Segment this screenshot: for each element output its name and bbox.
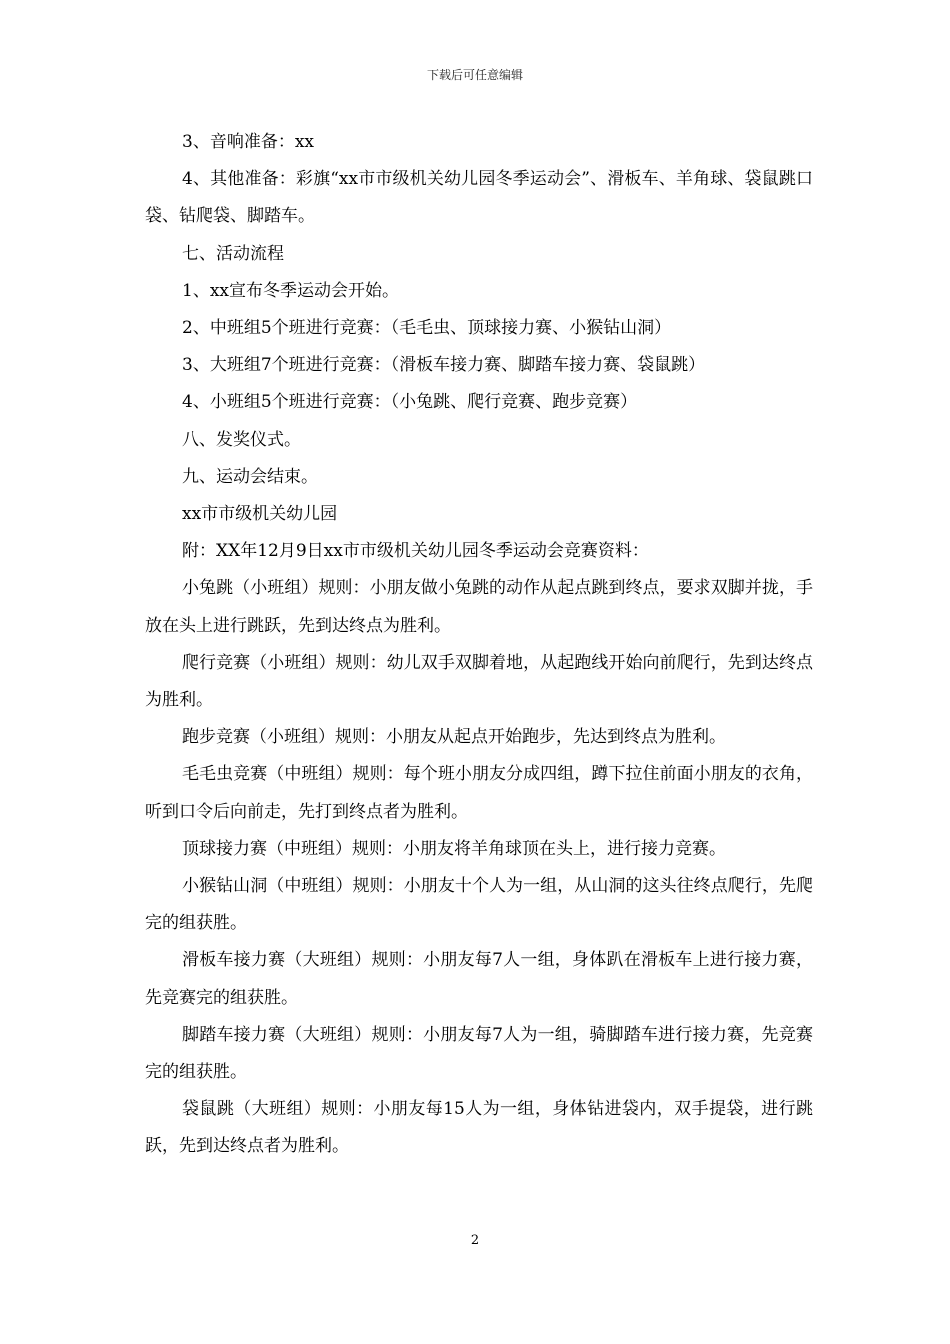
section-heading: 八、发奖仪式。 bbox=[182, 429, 301, 450]
paragraph: 3、音响准备：xx bbox=[182, 132, 314, 152]
rule-paragraph: 小猴钻山洞（中班组）规则：小朋友十个人为一组，从山洞的这头往终点爬行，先爬完的组获胜。 bbox=[145, 876, 813, 934]
paragraph: 2、中班组5个班进行竞赛：（毛毛虫、顶球接力赛、小猴钻山洞） bbox=[182, 318, 672, 339]
paragraph: 4、小班组5个班进行竞赛：（小兔跳、爬行竞赛、跑步竞赛） bbox=[182, 392, 638, 413]
signature-line: xx市市级机关幼儿园 bbox=[182, 504, 338, 525]
paragraph: 4、其他准备：彩旗“xx市市级机关幼儿园冬季运动会”、滑板车、羊角球、袋鼠跳口袋、钻爬袋、脚踏车。 bbox=[145, 169, 813, 227]
paragraph: 3、大班组7个班进行竞赛：（滑板车接力赛、脚踏车接力赛、袋鼠跳） bbox=[182, 355, 706, 376]
rule-paragraph: 顶球接力赛（中班组）规则：小朋友将羊角球顶在头上，进行接力竞赛。 bbox=[182, 838, 726, 859]
appendix-title: 附：XX年12月9日xx市市级机关幼儿园冬季运动会竞赛资料： bbox=[182, 541, 649, 562]
rule-paragraph: 小兔跳（小班组）规则：小朋友做小兔跳的动作从起点跳到终点，要求双脚并拢，手放在头上进行跳跃，先到达终点为胜利。 bbox=[145, 578, 813, 636]
paragraph: 1、xx宣布冬季运动会开始。 bbox=[182, 280, 399, 301]
document-body bbox=[145, 124, 813, 1166]
rule-paragraph: 袋鼠跳（大班组）规则：小朋友每15人为一组，身体钻进袋内，双手提袋，进行跳跃，先到达终点者为胜利。 bbox=[145, 1099, 813, 1157]
rule-paragraph: 爬行竞赛（小班组）规则：幼儿双手双脚着地，从起跑线开始向前爬行，先到达终点为胜利。 bbox=[145, 652, 813, 711]
rule-paragraph: 滑板车接力赛（大班组）规则：小朋友每7人一组，身体趴在滑板车上进行接力赛，先竞赛完的组获胜。 bbox=[145, 950, 813, 1008]
section-heading: 九、运动会结束。 bbox=[182, 466, 318, 487]
page-header: 下载后可任意编辑 bbox=[426, 68, 523, 82]
rule-paragraph: 脚踏车接力赛（大班组）规则：小朋友每7人为一组，骑脚踏车进行接力赛，先竞赛完的组获胜。 bbox=[145, 1024, 813, 1083]
rule-paragraph: 跑步竞赛（小班组）规则：小朋友从起点开始跑步，先达到终点为胜利。 bbox=[182, 727, 726, 748]
page-number: 2 bbox=[470, 1233, 480, 1248]
section-heading: 七、活动流程 bbox=[182, 243, 284, 264]
rule-paragraph: 毛毛虫竞赛（中班组）规则：每个班小朋友分成四组，蹲下拉住前面小朋友的衣角，听到口令后向前走，先打到终点者为胜利。 bbox=[145, 764, 813, 822]
